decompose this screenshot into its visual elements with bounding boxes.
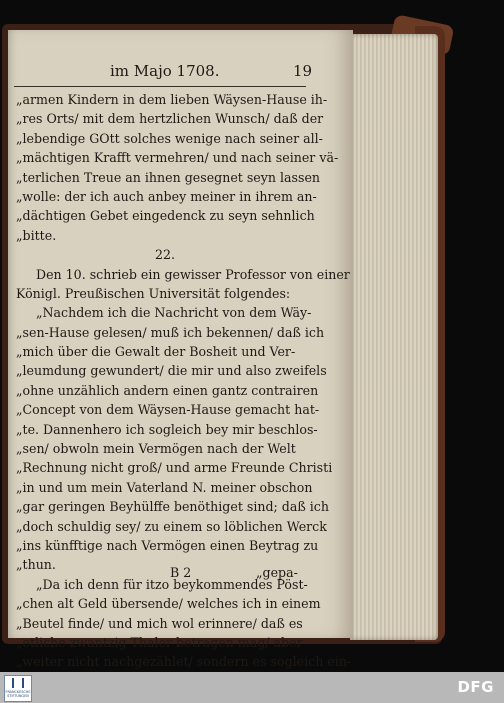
text-line: „dächtigen Gebet eingedenck zu seyn sehnlich (16, 208, 315, 224)
francke-logo-icon (12, 678, 24, 688)
text-line: „bitte. (16, 227, 57, 243)
text-line: „lebendige GOtt solches wenige nach seiner all- (16, 130, 323, 146)
text-line: „Beutel finde/ und mich wol erinnere/ daß es (16, 615, 303, 631)
text-line: „thun. (16, 557, 56, 573)
text-line: „Concept von dem Wäysen-Hause gemacht hat- (16, 402, 320, 418)
text-line: „in und um mein Vaterland N. meiner obschon (16, 479, 313, 495)
page-edges (350, 34, 438, 640)
text-line: „ins künfftige nach Vermögen einen Beytrag zu (16, 537, 319, 553)
text-line: Den 10. schrieb ein gewisser Professor von einer (36, 266, 350, 282)
francke-logo[interactable] (4, 675, 32, 702)
text-line: „chen alt Geld übersende/ welches ich in einem (16, 596, 321, 612)
catchword: „gepa- (256, 565, 298, 580)
viewer-footer (0, 672, 504, 703)
section-number: 22. (154, 247, 176, 263)
text-line: „gar geringen Beyhülffe benöthiget sind; daß ich (16, 499, 329, 515)
text-line: „leumdung gewundert/ die mir und also zweifels (16, 363, 327, 379)
text-line: „wolle: der ich auch anbey meiner in ihrem an- (16, 188, 317, 204)
text-line: „Rechnung nicht groß/ und arme Freunde Christi (16, 460, 333, 476)
running-head: im Majo 1708. (110, 62, 220, 80)
page-number: 19 (293, 62, 313, 80)
text-line: „Da ich denn für itzo beykommendes Pöst- (36, 576, 308, 592)
logo-text: FRANCKESCHE STIFTUNGEN (5, 690, 31, 698)
text-line: „mächtigen Krafft vermehren/ und nach seiner vä- (16, 150, 339, 166)
text-line: Königl. Preußischen Universität folgendes: (16, 285, 291, 301)
page-header (14, 60, 313, 87)
text-line: „sen-Hause gelesen/ muß ich bekennen/ daß ich (16, 324, 325, 340)
text-line: „mich über die Gewalt der Bosheit und Ver- (16, 344, 296, 360)
text-line: „res Orts/ mit dem hertzlichen Wunsch/ daß der (16, 111, 324, 127)
text-line: „doch schuldig sey/ zu einem so löblichen Werck (16, 518, 327, 534)
text-line: „etliche zwantzig Thaler betragen mag/ aber (16, 634, 303, 650)
page-text (16, 90, 352, 672)
text-line: „te. Dannenhero ich sogleich bey mir beschlos- (16, 421, 318, 437)
text-line: „armen Kindern in dem lieben Wäysen-Hause ih- (16, 92, 328, 107)
text-line: „terlichen Treue an ihnen gesegnet seyn lassen (16, 169, 321, 185)
text-line: „Nachdem ich die Nachricht von dem Wäy- (36, 305, 312, 321)
signature-mark: B 2 (170, 565, 192, 580)
text-line: „ohne unzählich andern einen gantz contrairen (16, 382, 319, 398)
text-line: „sen/ obwoln mein Vermögen nach der Welt (16, 441, 296, 457)
dfg-logo[interactable]: DFG (457, 678, 494, 696)
text-line: „weiter nicht nachgezählet/ sondern es sogleich ein- (16, 654, 352, 670)
